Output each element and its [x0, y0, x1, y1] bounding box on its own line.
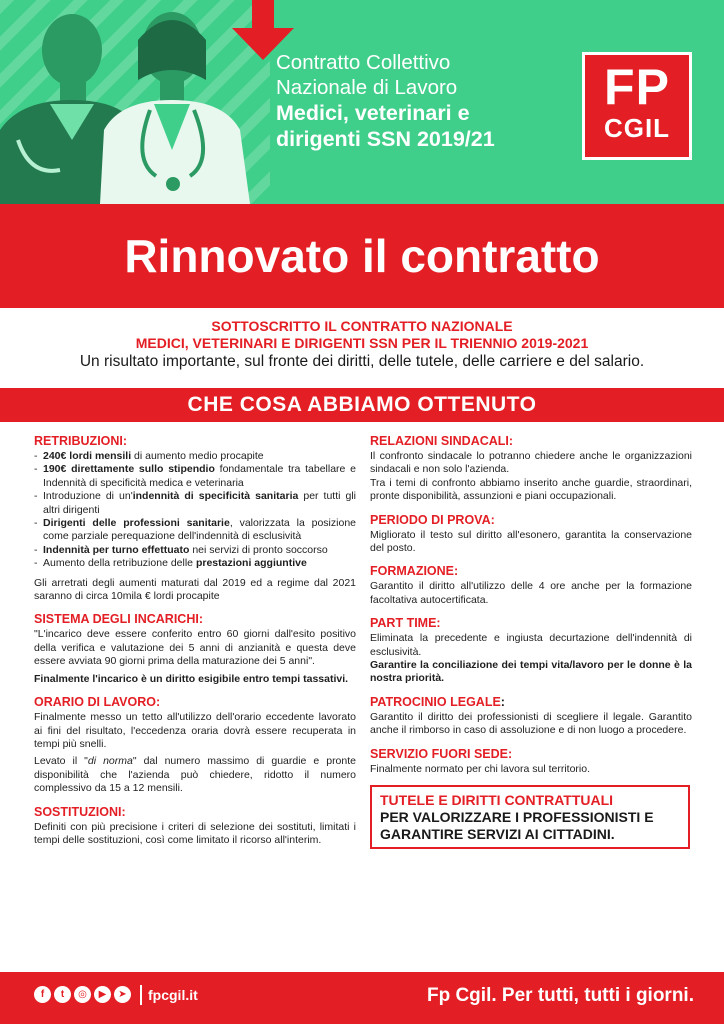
slogan: Fp Cgil. Per tutti, tutti i giorni.: [426, 985, 694, 1006]
list-item: - 240€ lordi mensili di aumento medio procapite: [34, 450, 356, 463]
list-item: - 190€ direttamente sullo stipendio fondamentale tra tabellare e Indennità di specificità medica e veterinaria: [34, 463, 356, 490]
incarichi-title: SISTEMA DEGLI INCARICHI:: [34, 612, 203, 627]
list-item: - Introduzione di un'indennità di specificità sanitaria per tutti gli altri dirigenti: [34, 490, 356, 517]
section-formazione: [370, 564, 692, 607]
youtube-icon[interactable]: ▶: [94, 986, 111, 1003]
callout-line-2: PER VALORIZZARE I PROFESSIONISTI E GARANTIRE SERVIZI AI CITTADINI.: [380, 809, 654, 843]
contract-title: [276, 50, 576, 152]
section-parttime: [370, 616, 692, 686]
formazione-title: FORMAZIONE:: [370, 564, 459, 579]
title-line-4: dirigenti SSN 2019/21: [276, 127, 495, 151]
doctors-photo: [0, 0, 262, 204]
sostituzioni-text: Definiti con più precisione i criteri di selezione dei sostituti, limitati i tempi delle sostituzioni, così come limitato il ricorso all'interim.: [34, 820, 356, 846]
subtitle-line-2: MEDICI, VETERINARI E DIRIGENTI SSN PER IL TRIENNIO 2019-2021: [135, 335, 589, 351]
prova-title: PERIODO DI PROVA:: [370, 512, 495, 527]
section-incarichi: [34, 612, 356, 686]
arretrati-note: Gli arretrati degli aumenti maturati dal 2019 ed a regime dal 2021 saranno di circa 10mila € lordi procapite: [34, 576, 356, 603]
section-sostituzioni: [34, 805, 356, 848]
sostituzioni-title: SOSTITUZIONI:: [34, 804, 126, 819]
section-retribuzioni: [34, 434, 356, 603]
section-orario: [34, 695, 356, 795]
title-line-1: Contratto Collettivo: [276, 51, 451, 74]
subtitle-line-1: SOTTOSCRITTO IL CONTRATTO NAZIONALE: [211, 318, 513, 334]
section-fuorisede: [370, 747, 692, 776]
facebook-icon[interactable]: f: [34, 986, 51, 1003]
orario-p1: Finalmente messo un tetto all'utilizzo dell'orario eccedente lavorato ai fini del risultato, l'eccedenza oraria dovrà essere recuperata in tempi più snelli.: [34, 711, 356, 750]
list-item: - Dirigenti delle professioni sanitarie, valorizzata la posizione come parziale perequazione dell'indennità di esclusività: [34, 517, 356, 544]
fuorisede-title: SERVIZIO FUORI SEDE:: [370, 746, 513, 761]
header: [0, 0, 724, 204]
logo-fp: FP: [604, 59, 670, 115]
section-relazioni: [370, 434, 692, 504]
formazione-text: Garantito il diritto all'utilizzo delle 4 ore anche per la formazione facoltativa autocertificata.: [370, 580, 692, 606]
patrocinio-title: PATROCINIO LEGALE:: [370, 694, 505, 709]
incarichi-bold: Finalmente l'incarico è un diritto esigibile entro tempi tassativi.: [34, 672, 349, 685]
main-headline: Rinnovato il contratto: [0, 204, 724, 308]
prova-text: Migliorato il testo sul diritto all'esonero, garantita la conservazione del posto.: [370, 528, 692, 555]
logo-cgil: CGIL: [603, 113, 671, 143]
subtitle-line-3: Un risultato importante, sul fronte dei diritti, delle tutele, delle carriere e del salario.: [79, 353, 645, 370]
title-line-3: Medici, veterinari e: [276, 101, 470, 125]
fp-cgil-logo: [582, 52, 692, 160]
list-item: - Aumento della retribuzione delle prestazioni aggiuntive: [34, 557, 356, 570]
parttime-text: Eliminata la precedente e ingiusta decurtazione dell'indennità di esclusività.: [370, 632, 692, 658]
patrocinio-text: Garantito il diritto dei professionisti di scegliere il legale. Garantito anche il rimborso in caso di assoluzione e di non luogo a procedere.: [370, 710, 692, 737]
right-column: [370, 434, 692, 849]
social-icons: [34, 986, 131, 1003]
incarichi-quote: "L'incarico deve essere conferito entro 60 giorni dall'esito positivo della verifica e valutazione dei 5 anni di anzianità e questa deve essere avviata 90 giorni prima della maturazione dei 5 anni".: [34, 628, 356, 668]
parttime-title: PART TIME:: [370, 616, 441, 631]
relazioni-p2: Tra i temi di confronto abbiamo inserito anche guardie, straordinari, pronte disponibilità, assunzioni e piani occupazionali.: [370, 476, 692, 503]
section-patrocinio: [370, 695, 692, 738]
section-title: CHE COSA ABBIAMO OTTENUTO: [0, 388, 724, 422]
orario-p2: Levato il "di norma" dal numero massimo di guardie e pronte disponibilità che l'azienda può chiedere, ridotto il numero complessivo da 15 a 12 mensili.: [34, 755, 356, 795]
callout-box: [370, 785, 690, 849]
fuorisede-text: Finalmente normato per chi lavora sul territorio.: [370, 762, 591, 775]
retribuzioni-title: RETRIBUZIONI:: [34, 434, 128, 448]
telegram-icon[interactable]: ➤: [114, 986, 131, 1003]
footer: [0, 972, 724, 1024]
retribuzioni-list: [34, 450, 356, 571]
twitter-icon[interactable]: t: [54, 986, 71, 1003]
list-item: - Indennità per turno effettuato nei servizi di pronto soccorso: [34, 544, 356, 557]
callout-line-1: TUTELE E DIRITTI CONTRATTUALI: [380, 792, 614, 809]
orario-title: ORARIO DI LAVORO:: [34, 695, 161, 710]
title-line-2: Nazionale di Lavoro: [276, 76, 458, 99]
website-link[interactable]: fpcgil.it: [148, 987, 198, 1003]
relazioni-p1: Il confronto sindacale lo potranno chiedere anche le organizzazioni sindacali e non solo l'azienda.: [370, 450, 692, 476]
parttime-bold: Garantire la conciliazione dei tempi vita/lavoro per le donne è la nostra priorità.: [370, 659, 692, 685]
instagram-icon[interactable]: ◎: [74, 986, 91, 1003]
relazioni-title: RELAZIONI SINDACALI:: [370, 434, 514, 448]
left-column: [34, 434, 356, 856]
section-prova: [370, 513, 692, 556]
footer-divider: [140, 985, 142, 1005]
subtitle-block: [0, 318, 724, 372]
